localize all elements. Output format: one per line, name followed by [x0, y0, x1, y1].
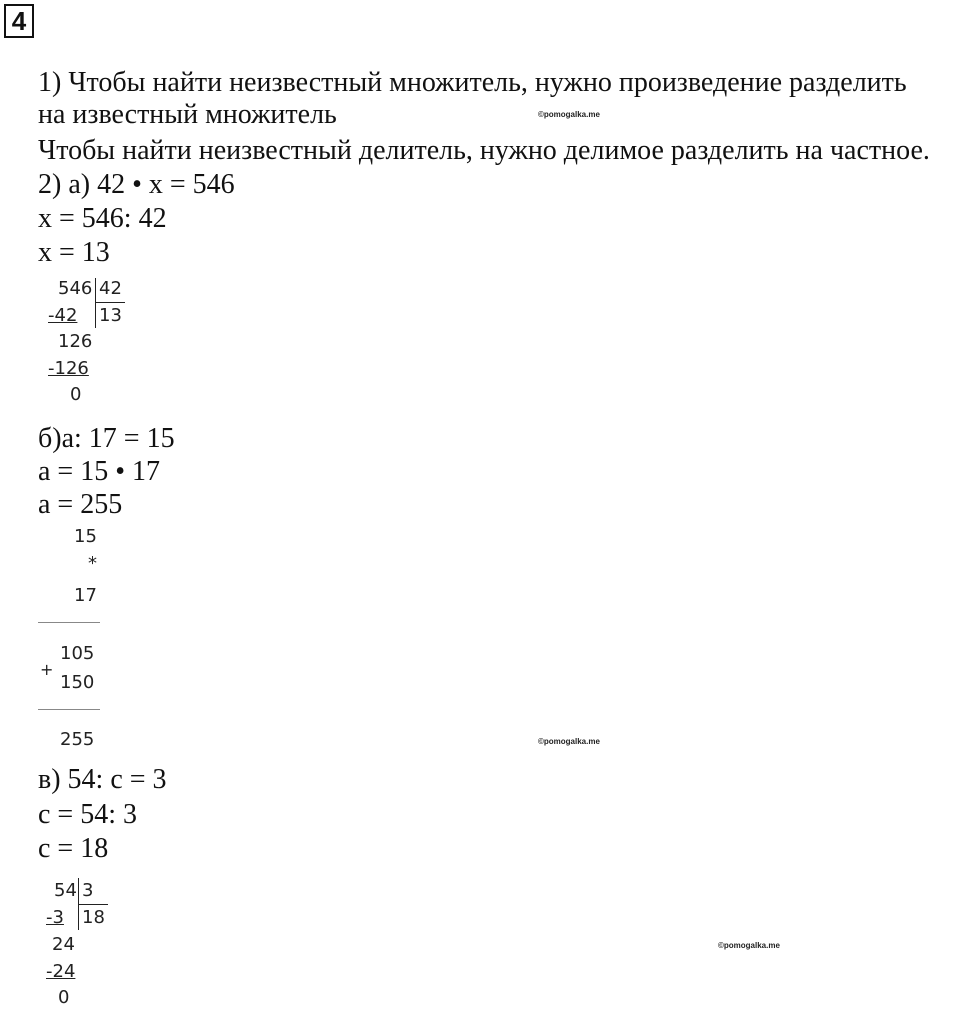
task-a-equation: 2) а) 42 • x = 546	[38, 169, 235, 200]
div-a-vertical-bar	[95, 278, 96, 328]
div-a-remainder-1: 126	[58, 331, 93, 352]
div-c-remainder-2: 0	[58, 987, 70, 1008]
mul-b-rule-1	[38, 622, 100, 623]
task-b-equation: б)а: 17 = 15	[38, 423, 175, 454]
div-a-divisor: 42	[99, 278, 122, 299]
task-c-step: с = 54: 3	[38, 799, 137, 830]
mul-b-rule-2	[38, 709, 100, 710]
div-a-subtract-1: -42	[48, 305, 78, 326]
rule-multiplier-line-1: 1) Чтобы найти неизвестный множитель, нужно произведение разделить	[38, 67, 907, 98]
watermark-top: ©pomogalka.me	[538, 110, 600, 119]
div-c-divisor: 3	[82, 880, 94, 901]
div-a-subtract-2: -126	[48, 358, 89, 379]
rule-divisor-line: Чтобы найти неизвестный делитель, нужно делимое разделить на частное.	[38, 135, 930, 166]
mul-b-bottom: 17	[74, 585, 97, 606]
div-c-horizontal-bar	[78, 904, 108, 905]
div-c-subtract-1: -3	[46, 907, 64, 928]
watermark-bottom: ©pomogalka.me	[718, 941, 780, 950]
mul-b-partial-2: 150	[60, 672, 95, 693]
mul-b-result: 255	[60, 729, 95, 750]
task-c-answer: с = 18	[38, 833, 109, 864]
watermark-middle: ©pomogalka.me	[538, 737, 600, 746]
task-b-step: а = 15 • 17	[38, 456, 161, 487]
div-a-dividend: 546	[58, 278, 93, 299]
div-c-quotient: 18	[82, 907, 105, 928]
task-a-step: x = 546: 42	[38, 203, 167, 234]
mul-b-operator: *	[88, 553, 97, 574]
mul-b-partial-1: 105	[60, 643, 95, 664]
mul-b-plus-sign: +	[40, 660, 54, 679]
task-c-equation: в) 54: с = 3	[38, 764, 167, 795]
task-number-box: 4	[4, 4, 34, 38]
div-a-horizontal-bar	[95, 302, 125, 303]
mul-b-top: 15	[74, 526, 97, 547]
div-a-remainder-2: 0	[70, 384, 82, 405]
div-a-quotient: 13	[99, 305, 122, 326]
div-c-subtract-2: -24	[46, 961, 76, 982]
div-c-remainder-1: 24	[52, 934, 75, 955]
rule-multiplier-line-2: на известный множитель	[38, 99, 337, 130]
task-a-answer: x = 13	[38, 237, 110, 268]
div-c-dividend: 54	[54, 880, 77, 901]
task-b-answer: а = 255	[38, 489, 123, 520]
